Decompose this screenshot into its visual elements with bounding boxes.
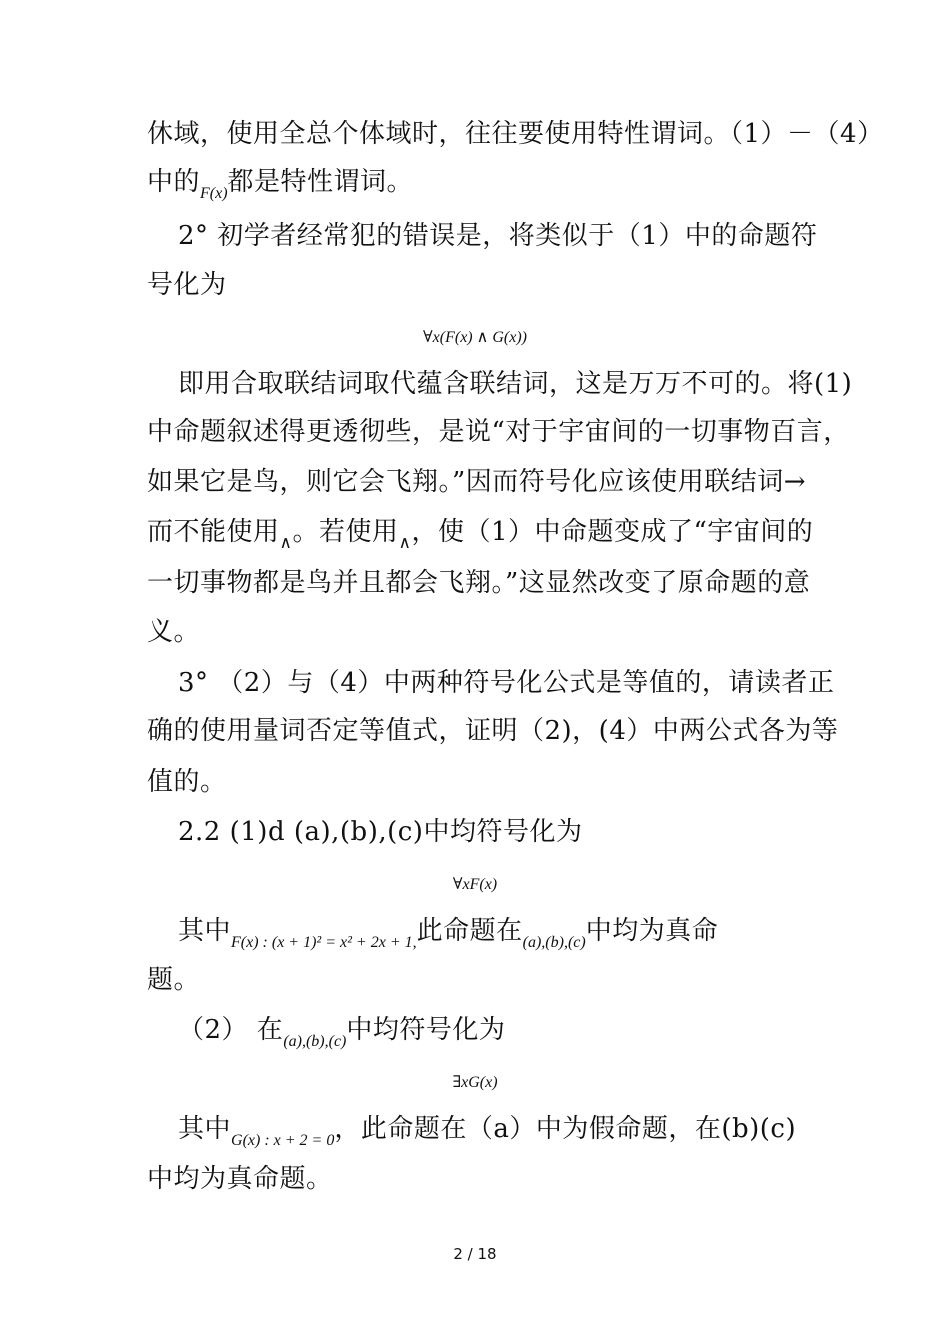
- text-run: 其中: [178, 1114, 232, 1144]
- text-run: 。若使用: [292, 517, 399, 547]
- text-run: ，此命题在（a）中为假命题，在(b)(c): [334, 1114, 797, 1144]
- paragraph-line: 2° 初学者经常犯的错误是，将类似于（1）中的命题符: [178, 221, 818, 251]
- text-run: 此命题在: [416, 916, 523, 946]
- paragraph-line: 值的。: [147, 767, 227, 797]
- conjunction-symbol: ∧: [279, 533, 293, 552]
- math-inline: (a),(b),(c): [283, 1033, 347, 1050]
- text-run: （2） 在: [178, 1015, 284, 1045]
- math-inline: F(x): [200, 185, 228, 202]
- paragraph-line: 3° （2）与（4）中两种符号化公式是等值的，请读者正: [178, 668, 835, 698]
- paragraph-line: [147, 165, 413, 211]
- text-run: 中均符号化为: [346, 1015, 506, 1045]
- text-run: 其中: [178, 916, 232, 946]
- text-run: ，使（1）中命题变成了“宇宙间的: [411, 517, 814, 547]
- page-number: 2 / 18: [453, 1245, 497, 1263]
- paragraph-line: 2.2 (1)d (a),(b),(c)中均符号化为: [178, 817, 583, 847]
- text-run: 中的: [147, 167, 201, 197]
- math-inline: G(x) : x + 2 = 0: [231, 1132, 335, 1149]
- text-run: 中均为真命: [585, 916, 719, 946]
- paragraph-line: 号化为: [147, 270, 227, 300]
- paragraph-line: 中均为真命题。: [147, 1164, 333, 1194]
- display-formula: ∀x(F(x) ∧ G(x)): [423, 329, 527, 346]
- paragraph-line: 休域，使用全总个体域时，往往要使用特性谓词。（1）－（4）: [147, 119, 884, 149]
- paragraph-line: 义。: [147, 617, 201, 647]
- paragraph-line: [178, 1013, 505, 1059]
- paragraph-line: 即用合取联结词取代蕴含联结词，这是万万不可的。将(1): [178, 369, 853, 399]
- paragraph-line: 如果它是鸟，则它会飞翔。”因而符号化应该使用联结词→: [147, 467, 807, 497]
- paragraph-line: 确的使用量词否定等值式，证明（2)，(4）中两公式各为等: [147, 716, 839, 746]
- math-inline: (a),(b),(c): [522, 934, 586, 951]
- display-formula: ∀xF(x): [452, 876, 498, 893]
- paragraph-line: [147, 515, 813, 560]
- paragraph-line: 一切事物都是鸟并且都会飞翔。”这显然改变了原命题的意: [147, 568, 811, 598]
- paragraph-line: [178, 1112, 796, 1158]
- math-inline: F(x) : (x + 1)² = x² + 2x + 1,: [231, 934, 417, 951]
- display-formula: ∃xG(x): [452, 1074, 498, 1091]
- paragraph-line: [178, 914, 718, 960]
- text-run: 都是特性谓词。: [227, 167, 414, 197]
- paragraph-line: 中命题叙述得更透彻些，是说“对于宇宙间的一切事物百言，: [147, 417, 850, 447]
- paragraph-line: 题。: [147, 965, 201, 995]
- text-run: 而不能使用: [147, 517, 280, 547]
- conjunction-symbol: ∧: [398, 533, 412, 552]
